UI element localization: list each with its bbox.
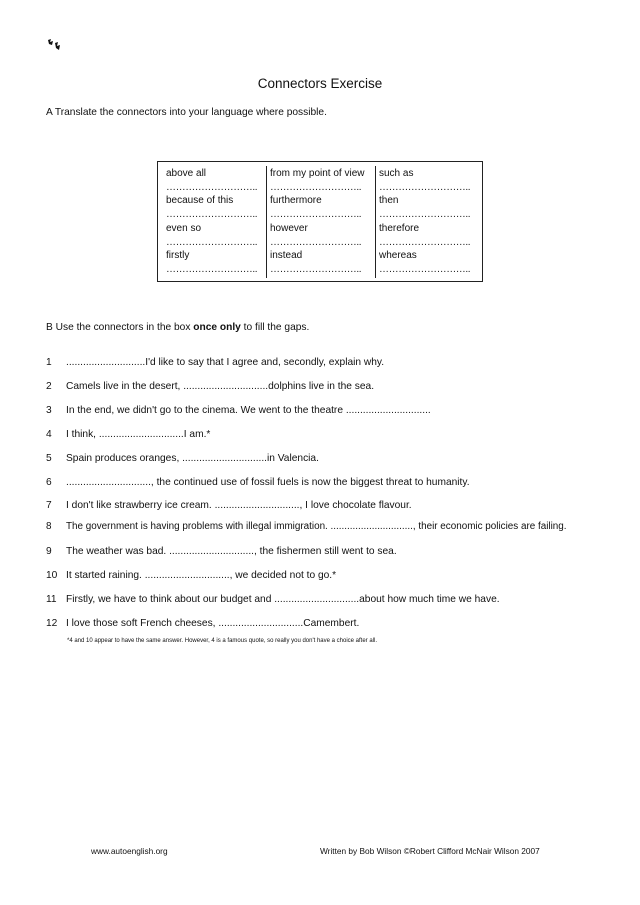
question-number: 10 xyxy=(46,570,58,581)
connectors-column-1 xyxy=(166,167,257,277)
translation-blank: ……………………….. xyxy=(166,263,258,275)
question-number: 1 xyxy=(46,357,52,368)
footnote: *4 and 10 appear to have the same answer. However, 4 is a famous quote, so really you don't have a choice after all. xyxy=(67,638,377,644)
question-row xyxy=(46,429,210,440)
question-row xyxy=(46,594,500,605)
section-b-letter: B xyxy=(46,322,53,333)
section-a-text: Translate the connectors into your language where possible. xyxy=(54,107,327,118)
section-b-text-after: to fill the gaps. xyxy=(240,322,310,333)
question-text: I think, ..............................I am.* xyxy=(66,429,211,440)
connectors-column-2 xyxy=(270,167,364,277)
question-text: The weather was bad. .............................., the fishermen still went to sea. xyxy=(66,546,397,557)
translation-blank: ……………………….. xyxy=(270,181,362,193)
question-row xyxy=(46,500,412,511)
question-text: It started raining. .............................., we decided not to go.* xyxy=(66,570,337,581)
question-number: 11 xyxy=(46,594,57,605)
question-row xyxy=(46,521,567,532)
translation-blank: ……………………….. xyxy=(270,236,362,248)
connector-item: above all xyxy=(166,168,207,179)
column-divider xyxy=(266,166,267,278)
connector-item: however xyxy=(270,222,308,234)
question-text: I don't like strawberry ice cream. .............................., I love chocolate flavour. xyxy=(66,500,412,511)
connector-item: furthermore xyxy=(270,195,322,207)
question-number: 5 xyxy=(46,453,52,464)
question-text: ............................I'd like to say that I agree and, secondly, explain why. xyxy=(66,357,385,368)
question-number: 6 xyxy=(46,477,52,488)
translation-blank: ……………………….. xyxy=(379,181,471,193)
footer-website: www.autoenglish.org xyxy=(91,846,168,856)
question-row xyxy=(46,546,397,557)
question-text: In the end, we didn't go to the cinema. We went to the theatre .............................. xyxy=(66,405,431,416)
connector-item: from my point of view xyxy=(270,168,365,179)
column-divider xyxy=(375,166,376,278)
section-a-letter: A xyxy=(46,107,53,118)
connectors-box xyxy=(157,161,483,282)
page-title: Connectors Exercise xyxy=(257,76,383,91)
connectors-column-3 xyxy=(379,167,470,277)
connector-item: instead xyxy=(270,250,303,262)
connector-item: whereas xyxy=(379,250,417,262)
section-b-text-before: Use the connectors in the box xyxy=(55,322,194,333)
question-row xyxy=(46,477,470,488)
translation-blank: ……………………….. xyxy=(379,209,471,221)
connector-item: therefore xyxy=(379,222,420,234)
section-b-emphasis: once only xyxy=(193,322,241,333)
question-row xyxy=(46,357,384,368)
question-text: I love those soft French cheeses, ..............................Camembert. xyxy=(66,618,360,629)
section-a-instruction xyxy=(46,107,327,118)
connector-item: because of this xyxy=(166,195,234,207)
translation-blank: ……………………….. xyxy=(379,236,471,248)
question-text: The government is having problems with illegal immigration. .............................., their economic policies are failing. xyxy=(66,521,567,532)
question-text: Firstly, we have to think about our budget and ..............................about how much time we have. xyxy=(66,594,500,605)
question-number: 2 xyxy=(46,381,52,392)
question-text: Camels live in the desert, ..............................dolphins live in the sea. xyxy=(66,381,375,392)
translation-blank: ……………………….. xyxy=(379,263,471,275)
translation-blank: ……………………….. xyxy=(166,209,258,221)
question-number: 12 xyxy=(46,618,58,629)
connector-item: then xyxy=(379,195,399,207)
question-text: .............................., the continued use of fossil fuels is now the biggest threat to humanity. xyxy=(66,477,470,488)
autoenglish-logo-icon xyxy=(46,38,62,52)
translation-blank: ……………………….. xyxy=(166,181,258,193)
question-number: 7 xyxy=(46,500,52,511)
question-row xyxy=(46,618,359,629)
translation-blank: ……………………….. xyxy=(270,209,362,221)
question-number: 9 xyxy=(46,546,52,557)
question-number: 8 xyxy=(46,521,52,532)
question-number: 3 xyxy=(46,405,52,416)
question-number: 4 xyxy=(46,429,52,440)
question-row xyxy=(46,453,319,464)
question-row xyxy=(46,381,374,392)
question-text: Spain produces oranges, ..............................in Valencia. xyxy=(66,453,319,464)
connector-item: even so xyxy=(166,222,202,234)
footer-credit: Written by Bob Wilson ©Robert Clifford McNair Wilson 2007 xyxy=(320,846,540,856)
connector-item: firstly xyxy=(166,250,190,262)
question-row xyxy=(46,405,431,416)
translation-blank: ……………………….. xyxy=(270,263,362,275)
translation-blank: ……………………….. xyxy=(166,236,258,248)
connector-item: such as xyxy=(379,168,414,179)
question-row xyxy=(46,570,336,581)
section-b-instruction xyxy=(46,322,309,333)
